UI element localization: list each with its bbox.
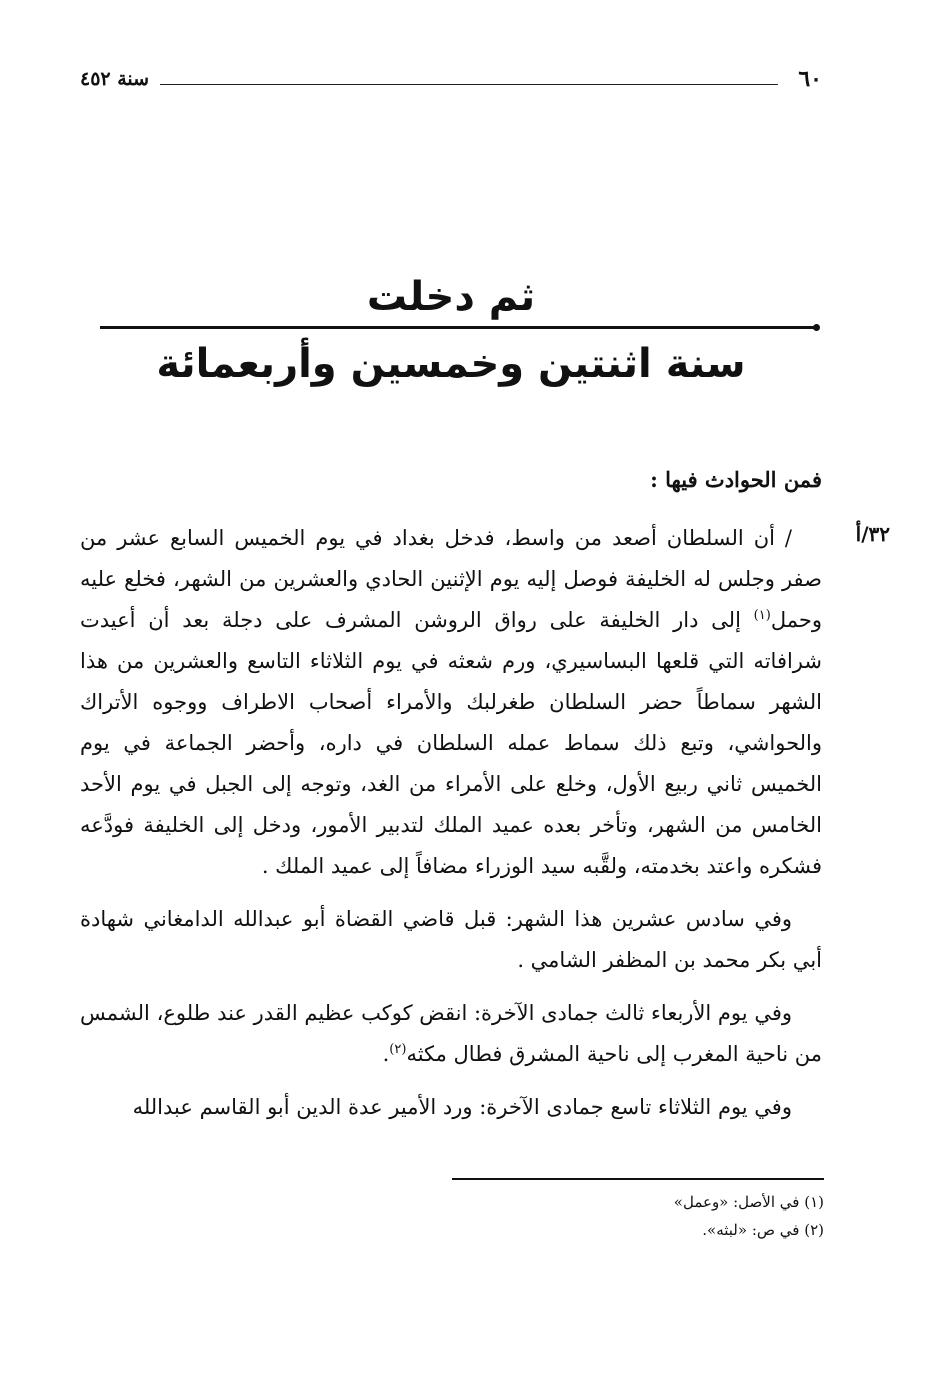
footnote-1: (١) في الأصل: «وعمل» bbox=[673, 1193, 824, 1211]
title-rule bbox=[100, 326, 816, 329]
header-rule bbox=[160, 84, 778, 85]
footnote-rule bbox=[452, 1178, 824, 1180]
footnote-ref-2[interactable]: (٢) bbox=[389, 1042, 407, 1057]
paragraph-1-part2: إلى دار الخليفة على رواق الروشن المشرف على دجلة بعد أن أعيدت شرافاته التي قلعها البساسيري، ورم شعثه في يوم الثلاثاء التاسع والعشرين من هذا الشهر سماطاً حضر السلطان طغرلبك والأمراء أصحاب الاطراف ووجوه الأتراك والحواشي، وتبع ذلك سماط عمله السلطان في داره، وأحضر الجماعة في يوم الخميس ثاني ربيع الأول، وخلع على الأمراء من الغد، وتوجه إلى الجبل في يوم الأحد الخامس من الشهر، وتأخر بعده عميد الملك لتدبير الأمور، ودخل إلى الخليفة فودَّعه فشكره واعتد بخدمته، ولقَّبه سيد الوزراء مضافاً إلى عميد الملك . bbox=[80, 608, 822, 878]
chapter-title-line2: سنة اثنتين وخمسين وأربعمائة bbox=[156, 341, 746, 387]
paragraph-3-part1: وفي يوم الأربعاء ثالث جمادى الآخرة: انقض كوكب عظيم القدر عند طلوع، الشمس من ناحية المغرب إلى ناحية المشرق فطال مكثه bbox=[80, 1001, 822, 1066]
paragraph-3-end: . bbox=[382, 1042, 390, 1066]
page-number: ٦٠ bbox=[798, 66, 822, 92]
paragraph-2 bbox=[80, 899, 822, 981]
paragraph-2-text: وفي سادس عشرين هذا الشهر: قبل قاضي القضاة أبو عبدالله الدامغاني شهادة أبي بكر محمد بن المظفر الشامي . bbox=[80, 907, 822, 972]
footnote-ref-1[interactable]: (١) bbox=[753, 608, 771, 623]
footnote-2: (٢) في ص: «لبثه». bbox=[702, 1221, 824, 1239]
chapter-title-line1: ثم دخلت bbox=[366, 274, 536, 320]
body-text bbox=[80, 518, 822, 1140]
running-header bbox=[80, 66, 822, 96]
paragraph-4 bbox=[80, 1087, 822, 1128]
manuscript-folio-ref: ٣٢/أ bbox=[855, 522, 890, 546]
footnotes bbox=[224, 1188, 824, 1244]
paragraph-3 bbox=[80, 993, 822, 1075]
paragraph-4-text: وفي يوم الثلاثاء تاسع جمادى الآخرة: ورد الأمير عدة الدين أبو القاسم عبدالله bbox=[132, 1095, 792, 1119]
paragraph-1-part1: / أن السلطان أصعد من واسط، فدخل بغداد في يوم الخميس السابع عشر من صفر وجلس له الخليفة فوصل إليه يوم الإثنين الحادي والعشرين من الشهر، فخلع عليه وحمل bbox=[80, 526, 822, 632]
running-title: سنة ٤٥٢ bbox=[80, 68, 150, 90]
section-intro: فمن الحوادث فيها : bbox=[650, 467, 822, 492]
paragraph-1 bbox=[80, 518, 822, 887]
